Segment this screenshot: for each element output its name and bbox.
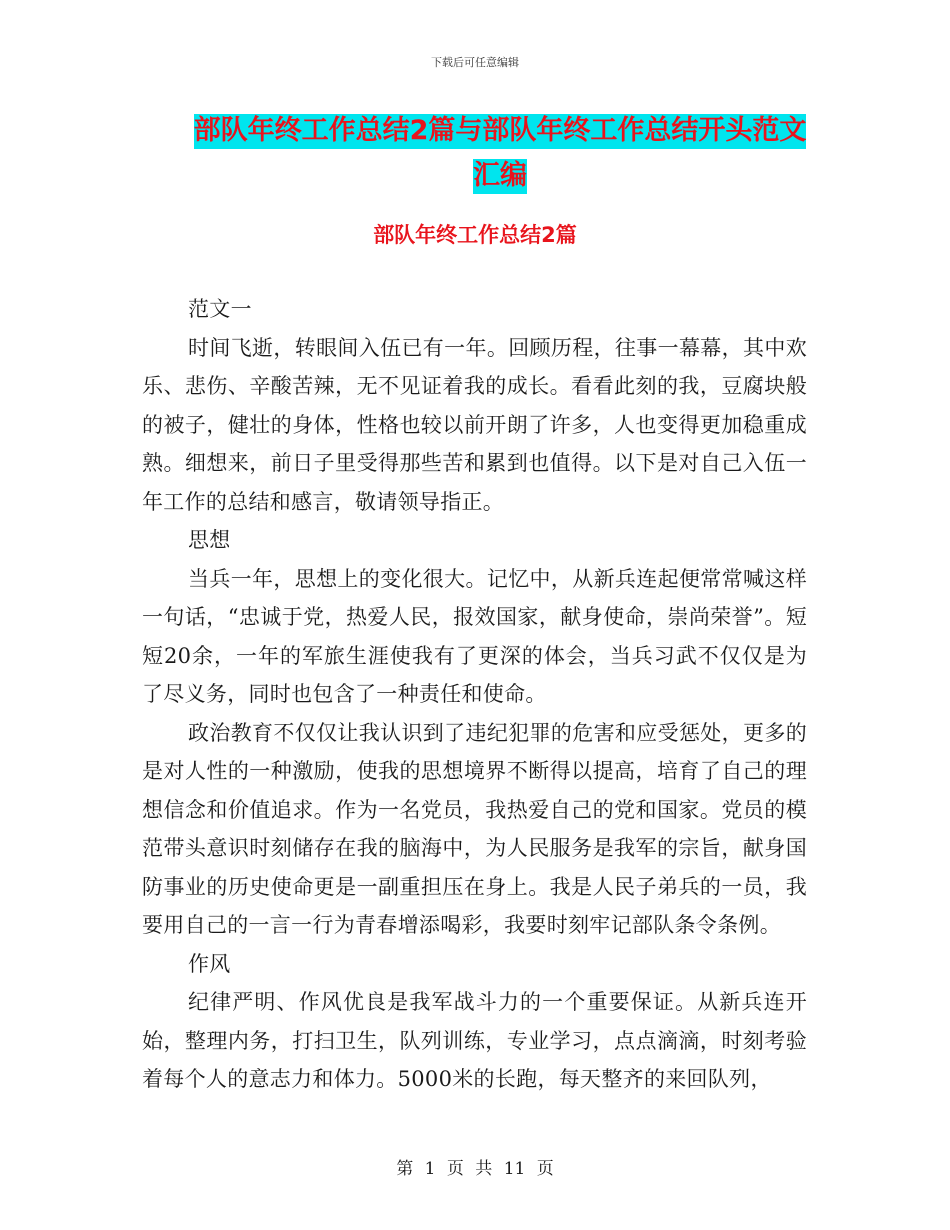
paragraph: 当兵一年，思想上的变化很大。记忆中，从新兵连起便常常喊这样一句话，“忠诚于党，热爱人民，报效国家，献身使命，崇尚荣誉”。短短20余，一年的军旅生涯使我有了更深的体会，当兵习武不仅仅是为了尽义务，同时也包含了一种责任和使命。 <box>142 566 807 706</box>
paragraph: 政治教育不仅仅让我认识到了违纪犯罪的危害和应受惩处，更多的是对人性的一种激励，使我的思想境界不断得以提高，培育了自己的理想信念和价值追求。作为一名党员，我热爱自己的党和国家。党员的模范带头意识时刻储存在我的脑海中，为人民服务是我军的宗旨，献身国防事业的历史使命更是一副重担压在身上。我是人民子弟兵的一员，我要用自己的一言一行为青春增添喝彩，我要时刻牢记部队条令条例。 <box>142 720 807 937</box>
paragraph: 纪律严明、作风优良是我军战斗力的一个重要保证。从新兵连开始，整理内务，打扫卫生，队列训练，专业学习，点点滴滴，时刻考验着每个人的意志力和体力。5000米的长跑，每天整齐的来回队列， <box>142 990 807 1091</box>
paragraph: 时间飞逝，转眼间入伍已有一年。回顾历程，往事一幕幕，其中欢乐、悲伤、辛酸苦辣，无不见证着我的成长。看看此刻的我，豆腐块般的被子，健壮的身体，性格也较以前开朗了许多，人也变得更加稳重成熟。细想来，前日子里受得那些苦和累到也值得。以下是对自己入伍一年工作的总结和感言，敬请领导指正。 <box>142 335 807 514</box>
title-line-2: 汇编 <box>473 159 527 194</box>
header-note: 下载后可任意编辑 <box>431 56 519 69</box>
paragraph-heading: 范文一 <box>188 297 252 321</box>
paragraph-heading: 思想 <box>188 528 231 552</box>
document-title <box>150 108 850 198</box>
section-title: 部队年终工作总结2篇 <box>373 223 577 247</box>
paragraph-heading: 作风 <box>188 951 231 976</box>
body-text <box>142 290 807 1099</box>
title-line-1: 部队年终工作总结2篇与部队年终工作总结开头范文 <box>194 114 807 149</box>
page-number-footer: 第 1 页 共 11 页 <box>396 1159 554 1179</box>
